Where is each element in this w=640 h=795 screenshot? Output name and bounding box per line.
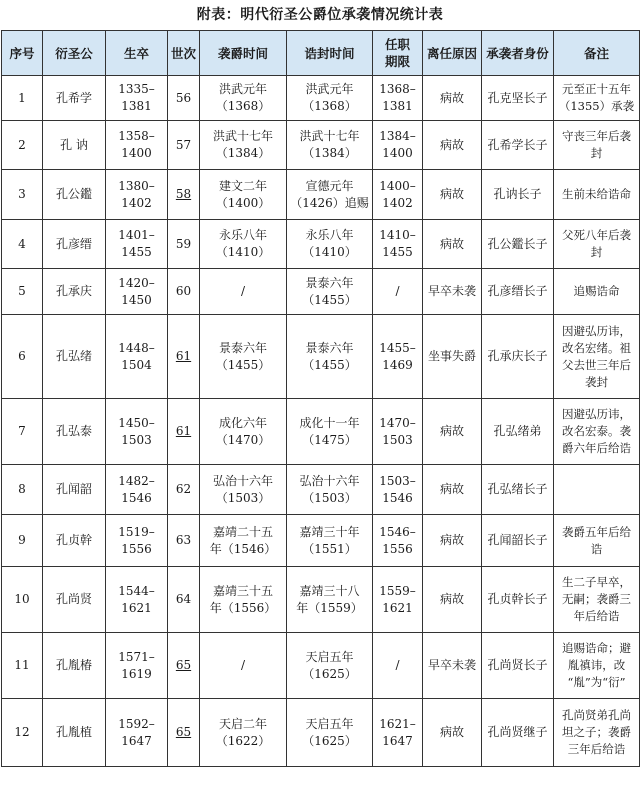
- duke-name-cell: [43, 76, 106, 121]
- remarks-cell-text: 生二子早卒， 无嗣；袭爵三 年后给诰: [562, 575, 631, 623]
- generation-cell: [168, 633, 200, 699]
- lifespan-cell-text: 1380– 1402: [118, 178, 155, 210]
- header-cell: 备注: [554, 31, 640, 76]
- conferment-date-cell-text: 弘治十六年 （1503）: [299, 473, 360, 505]
- lifespan-cell: [106, 515, 168, 567]
- remarks-cell-text: 因避弘历讳， 改名宏泰。袭 爵六年后给诰: [562, 407, 631, 455]
- heir-identity-cell-text: 孔克坚长子: [487, 90, 548, 105]
- header-row: [2, 31, 640, 76]
- heir-identity-cell: [482, 315, 554, 399]
- conferment-date-cell: [287, 76, 373, 121]
- succession-date-cell: [200, 633, 287, 699]
- succession-date-cell: [200, 515, 287, 567]
- generation-cell: [168, 315, 200, 399]
- departure-reason-cell-text: 病故: [439, 533, 464, 547]
- succession-date-cell-text: 嘉靖三十五 年（1556）: [209, 583, 277, 615]
- departure-reason-cell: [423, 76, 482, 121]
- duke-name-cell-text: 孔彦缙: [55, 236, 92, 251]
- remarks-cell-text: 元至正十五年 （1355）承袭: [558, 82, 635, 113]
- lifespan-cell: [106, 633, 168, 699]
- generation-cell: [168, 465, 200, 515]
- remarks-cell-text: 孔尚贤弟孔尚 坦之子；袭爵 三年后给诰: [562, 708, 631, 756]
- remarks-cell: [554, 76, 640, 121]
- generation-cell-text: 64: [175, 592, 192, 606]
- succession-date-cell: [200, 699, 287, 767]
- row-number-cell: [2, 269, 43, 315]
- conferment-date-cell-text: 宣德元年 （1426）追赐: [290, 178, 369, 210]
- table-row: [2, 170, 640, 220]
- remarks-cell: [554, 567, 640, 633]
- duke-name-cell: [43, 567, 106, 633]
- duke-name-cell: [43, 121, 106, 170]
- remarks-cell-text: 追赐诰命；避 胤禛讳，改 “胤”为“衍”: [562, 641, 631, 689]
- term-cell: [373, 121, 423, 170]
- departure-reason-cell: [423, 170, 482, 220]
- conferment-date-cell: [287, 567, 373, 633]
- generation-cell: [168, 170, 200, 220]
- lifespan-cell-text: 1335– 1381: [118, 82, 155, 113]
- term-cell-text: 1455– 1469: [379, 340, 416, 372]
- row-number-cell-text: 3: [18, 187, 26, 201]
- conferment-date-cell-text: 永乐八年 （1410）: [302, 228, 357, 259]
- remarks-cell-text: 父死八年后袭 封: [562, 228, 631, 259]
- duke-name-cell: [43, 699, 106, 767]
- generation-cell: [168, 76, 200, 121]
- departure-reason-cell: [423, 633, 482, 699]
- table-body: [2, 76, 640, 767]
- heir-identity-cell: [482, 399, 554, 465]
- row-number-cell-text: 7: [18, 424, 26, 438]
- duke-name-cell: [43, 633, 106, 699]
- heir-identity-cell: [482, 633, 554, 699]
- table-row: [2, 699, 640, 767]
- row-number-cell-text: 1: [18, 90, 26, 105]
- generation-cell-text: 60: [175, 284, 192, 298]
- row-number-cell-text: 5: [18, 284, 26, 298]
- term-cell: [373, 315, 423, 399]
- succession-date-cell-text: 天启二年 （1622）: [215, 716, 271, 748]
- generation-cell: [168, 515, 200, 567]
- heir-identity-cell: [482, 121, 554, 170]
- generation-cell: [168, 699, 200, 767]
- heir-identity-cell: [482, 269, 554, 315]
- generation-cell: [168, 399, 200, 465]
- conferment-date-cell: [287, 465, 373, 515]
- duke-name-cell-text: 孔希学: [55, 90, 92, 105]
- row-number-cell: [2, 515, 43, 567]
- row-number-cell: [2, 567, 43, 633]
- succession-date-cell: [200, 220, 287, 269]
- term-cell-text: 1503– 1546: [379, 473, 416, 505]
- term-cell: [373, 399, 423, 465]
- succession-date-cell: [200, 399, 287, 465]
- heir-identity-cell-text: 孔闻韶长子: [487, 533, 548, 547]
- term-cell-text: 1470– 1503: [379, 415, 416, 447]
- header-cell: 离任原因: [423, 31, 482, 76]
- term-cell: [373, 699, 423, 767]
- departure-reason-cell-text: 早卒未袭: [427, 284, 476, 298]
- lifespan-cell: [106, 699, 168, 767]
- succession-date-cell: [200, 567, 287, 633]
- succession-date-cell: [200, 170, 287, 220]
- lifespan-cell-text: 1401– 1455: [118, 228, 155, 259]
- heir-identity-cell-text: 孔弘绪长子: [487, 482, 548, 496]
- table-row: [2, 399, 640, 465]
- succession-date-cell-text: /: [240, 284, 246, 298]
- conferment-date-cell-text: 天启五年 （1625）: [302, 716, 357, 748]
- generation-cell: [168, 220, 200, 269]
- heir-identity-cell-text: 孔贞幹长子: [487, 592, 548, 606]
- heir-identity-cell: [482, 699, 554, 767]
- departure-reason-cell-text: 病故: [439, 424, 464, 438]
- row-number-cell-text: 9: [18, 533, 26, 547]
- term-cell-text: /: [395, 658, 400, 672]
- duke-name-cell-text: 孔 讷: [60, 137, 88, 152]
- lifespan-cell: [106, 465, 168, 515]
- generation-cell: [168, 121, 200, 170]
- generation-cell-text: 63: [175, 533, 192, 547]
- duke-name-cell: [43, 170, 106, 220]
- conferment-date-cell-text: 洪武元年 （1368）: [302, 82, 357, 113]
- row-number-cell: [2, 465, 43, 515]
- lifespan-cell: [106, 76, 168, 121]
- duke-name-cell-text: 孔尚贤: [55, 592, 92, 606]
- departure-reason-cell-text: 病故: [439, 482, 464, 496]
- duke-name-cell-text: 孔胤椿: [55, 658, 92, 672]
- departure-reason-cell-text: 坐事失爵: [427, 349, 476, 363]
- duke-name-cell: [43, 220, 106, 269]
- lifespan-cell-text: 1544– 1621: [118, 583, 155, 615]
- succession-date-cell-text: 成化六年 （1470）: [215, 415, 271, 447]
- generation-cell-text: 65: [175, 725, 192, 739]
- lifespan-cell: [106, 121, 168, 170]
- row-number-cell-text: 10: [14, 592, 30, 606]
- conferment-date-cell: [287, 220, 373, 269]
- duke-name-cell: [43, 465, 106, 515]
- lifespan-cell: [106, 567, 168, 633]
- conferment-date-cell: [287, 170, 373, 220]
- term-cell-text: 1384– 1400: [379, 129, 416, 160]
- remarks-cell-text: 追赐诰命: [573, 284, 620, 298]
- duke-name-cell: [43, 315, 106, 399]
- header-cell: 袭爵时间: [200, 31, 287, 76]
- succession-date-cell: [200, 465, 287, 515]
- header-cell: 世次: [168, 31, 200, 76]
- row-number-cell: [2, 699, 43, 767]
- heir-identity-cell: [482, 220, 554, 269]
- duke-name-cell-text: 孔闻韶: [55, 482, 92, 496]
- row-number-cell-text: 6: [18, 349, 26, 363]
- duke-name-cell-text: 孔贞幹: [55, 533, 92, 547]
- term-cell-text: /: [395, 284, 400, 298]
- term-cell: [373, 633, 423, 699]
- remarks-cell: [554, 515, 640, 567]
- lifespan-cell-text: 1592– 1647: [118, 716, 155, 748]
- conferment-date-cell-text: 天启五年 （1625）: [302, 649, 357, 681]
- row-number-cell: [2, 315, 43, 399]
- generation-cell-text: 57: [175, 137, 192, 152]
- term-cell: [373, 515, 423, 567]
- lifespan-cell-text: 1571– 1619: [118, 649, 155, 681]
- row-number-cell: [2, 170, 43, 220]
- succession-date-cell-text: /: [240, 658, 246, 672]
- header-cell: 任职 期限: [373, 31, 423, 76]
- row-number-cell: [2, 633, 43, 699]
- term-cell-text: 1410– 1455: [379, 228, 416, 259]
- term-cell: [373, 465, 423, 515]
- remarks-cell: [554, 699, 640, 767]
- term-cell: [373, 269, 423, 315]
- departure-reason-cell-text: 病故: [439, 137, 464, 152]
- row-number-cell: [2, 399, 43, 465]
- succession-date-cell-text: 景泰六年 （1455）: [215, 340, 271, 372]
- succession-date-cell-text: 洪武十七年 （1384）: [212, 129, 273, 160]
- heir-identity-cell-text: 孔公鑑长子: [487, 236, 548, 251]
- duke-name-cell: [43, 515, 106, 567]
- lifespan-cell-text: 1482– 1546: [118, 473, 155, 505]
- conferment-date-cell: [287, 269, 373, 315]
- lifespan-cell-text: 1448– 1504: [118, 340, 155, 372]
- departure-reason-cell-text: 早卒未袭: [427, 658, 476, 672]
- remarks-cell: [554, 465, 640, 515]
- table-row: [2, 633, 640, 699]
- header-cell: 承袭者身份: [482, 31, 554, 76]
- term-cell: [373, 76, 423, 121]
- remarks-cell: [554, 220, 640, 269]
- departure-reason-cell-text: 病故: [439, 236, 464, 251]
- remarks-cell: [554, 399, 640, 465]
- table-row: [2, 121, 640, 170]
- conferment-date-cell-text: 景泰六年 （1455）: [302, 340, 357, 372]
- lifespan-cell: [106, 220, 168, 269]
- departure-reason-cell: [423, 269, 482, 315]
- remarks-cell-text: 袭爵五年后给 诰: [562, 524, 631, 556]
- departure-reason-cell: [423, 121, 482, 170]
- term-cell-text: 1559– 1621: [379, 583, 416, 615]
- duke-name-cell: [43, 269, 106, 315]
- succession-date-cell: [200, 121, 287, 170]
- term-cell: [373, 567, 423, 633]
- table-row: [2, 465, 640, 515]
- header-cell: 生卒: [106, 31, 168, 76]
- table-title: 附表：明代衍圣公爵位承袭情况统计表: [196, 7, 444, 23]
- succession-date-cell-text: 建文二年 （1400）: [215, 178, 271, 210]
- remarks-cell: [554, 633, 640, 699]
- departure-reason-cell-text: 病故: [439, 725, 464, 739]
- heir-identity-cell-text: 孔希学长子: [487, 137, 548, 152]
- succession-date-cell-text: 洪武元年 （1368）: [215, 82, 271, 113]
- lifespan-cell-text: 1450– 1503: [118, 415, 155, 447]
- duke-name-cell-text: 孔承庆: [55, 284, 92, 298]
- generation-cell: [168, 567, 200, 633]
- succession-table: [1, 30, 640, 767]
- duke-name-cell-text: 孔弘绪: [55, 349, 92, 363]
- term-cell: [373, 220, 423, 269]
- lifespan-cell-text: 1420– 1450: [118, 275, 155, 307]
- remarks-cell: [554, 121, 640, 170]
- departure-reason-cell: [423, 399, 482, 465]
- succession-date-cell-text: 永乐八年 （1410）: [215, 228, 271, 259]
- heir-identity-cell-text: 孔承庆长子: [487, 349, 548, 363]
- heir-identity-cell: [482, 465, 554, 515]
- succession-date-cell-text: 弘治十六年 （1503）: [212, 473, 273, 505]
- term-cell: [373, 170, 423, 220]
- heir-identity-cell-text: 孔讷长子: [493, 187, 542, 201]
- succession-date-cell: [200, 315, 287, 399]
- lifespan-cell: [106, 170, 168, 220]
- header-cell: 衍圣公: [43, 31, 106, 76]
- generation-cell: [168, 269, 200, 315]
- lifespan-cell-text: 1519– 1556: [118, 524, 155, 556]
- heir-identity-cell: [482, 567, 554, 633]
- term-cell-text: 1621– 1647: [379, 716, 416, 748]
- table-row: [2, 315, 640, 399]
- heir-identity-cell: [482, 170, 554, 220]
- conferment-date-cell: [287, 699, 373, 767]
- departure-reason-cell-text: 病故: [439, 592, 464, 606]
- departure-reason-cell: [423, 567, 482, 633]
- heir-identity-cell-text: 孔彦缙长子: [487, 284, 548, 298]
- table-row: [2, 515, 640, 567]
- row-number-cell-text: 11: [14, 658, 30, 672]
- remarks-cell-text: 因避弘历讳， 改名宏绪。祖 父去世三年后 袭封: [562, 323, 631, 389]
- table-row: [2, 76, 640, 121]
- conferment-date-cell: [287, 121, 373, 170]
- generation-cell-text: 58: [175, 187, 192, 201]
- conferment-date-cell: [287, 399, 373, 465]
- duke-name-cell-text: 孔弘泰: [55, 424, 92, 438]
- generation-cell-text: 61: [175, 349, 192, 363]
- row-number-cell: [2, 220, 43, 269]
- departure-reason-cell: [423, 515, 482, 567]
- row-number-cell: [2, 121, 43, 170]
- remarks-cell: [554, 170, 640, 220]
- row-number-cell-text: 8: [18, 482, 26, 496]
- heir-identity-cell-text: 孔弘绪弟: [493, 424, 542, 438]
- succession-date-cell: [200, 269, 287, 315]
- generation-cell-text: 61: [175, 424, 192, 438]
- conferment-date-cell-text: 嘉靖三十八 年（1559）: [296, 583, 363, 615]
- table-row: [2, 269, 640, 315]
- heir-identity-cell: [482, 515, 554, 567]
- generation-cell-text: 56: [175, 90, 192, 105]
- duke-name-cell-text: 孔胤植: [55, 725, 92, 739]
- lifespan-cell: [106, 315, 168, 399]
- generation-cell-text: 59: [175, 236, 192, 251]
- generation-cell-text: 65: [175, 658, 192, 672]
- conferment-date-cell-text: 嘉靖三十年 （1551）: [299, 524, 360, 556]
- conferment-date-cell: [287, 315, 373, 399]
- row-number-cell-text: 12: [14, 725, 30, 739]
- lifespan-cell-text: 1358– 1400: [118, 129, 155, 160]
- departure-reason-cell-text: 病故: [439, 187, 464, 201]
- table-row: [2, 220, 640, 269]
- conferment-date-cell: [287, 633, 373, 699]
- duke-name-cell: [43, 399, 106, 465]
- header-cell: 序号: [2, 31, 43, 76]
- departure-reason-cell: [423, 699, 482, 767]
- remarks-cell-text: 生前未给诰命: [562, 187, 631, 201]
- conferment-date-cell-text: 洪武十七年 （1384）: [299, 129, 360, 160]
- succession-date-cell: [200, 76, 287, 121]
- term-cell-text: 1368– 1381: [379, 82, 416, 113]
- row-number-cell-text: 4: [18, 236, 26, 251]
- conferment-date-cell-text: 景泰六年 （1455）: [302, 275, 357, 307]
- remarks-cell: [554, 315, 640, 399]
- duke-name-cell-text: 孔公鑑: [55, 187, 92, 201]
- heir-identity-cell-text: 孔尚贤长子: [487, 658, 548, 672]
- table-row: [2, 567, 640, 633]
- row-number-cell-text: 2: [18, 137, 26, 152]
- conferment-date-cell-text: 成化十一年 （1475）: [299, 415, 360, 447]
- term-cell-text: 1546– 1556: [379, 524, 416, 556]
- conferment-date-cell: [287, 515, 373, 567]
- header-cell: 诰封时间: [287, 31, 373, 76]
- departure-reason-cell: [423, 465, 482, 515]
- term-cell-text: 1400– 1402: [379, 178, 416, 210]
- generation-cell-text: 62: [175, 482, 192, 496]
- lifespan-cell: [106, 399, 168, 465]
- row-number-cell: [2, 76, 43, 121]
- heir-identity-cell-text: 孔尚贤继子: [487, 725, 548, 739]
- departure-reason-cell-text: 病故: [439, 90, 464, 105]
- departure-reason-cell: [423, 220, 482, 269]
- departure-reason-cell: [423, 315, 482, 399]
- heir-identity-cell: [482, 76, 554, 121]
- lifespan-cell: [106, 269, 168, 315]
- succession-date-cell-text: 嘉靖二十五 年（1546）: [209, 524, 277, 556]
- remarks-cell-text: 守丧三年后袭 封: [562, 129, 631, 160]
- remarks-cell: [554, 269, 640, 315]
